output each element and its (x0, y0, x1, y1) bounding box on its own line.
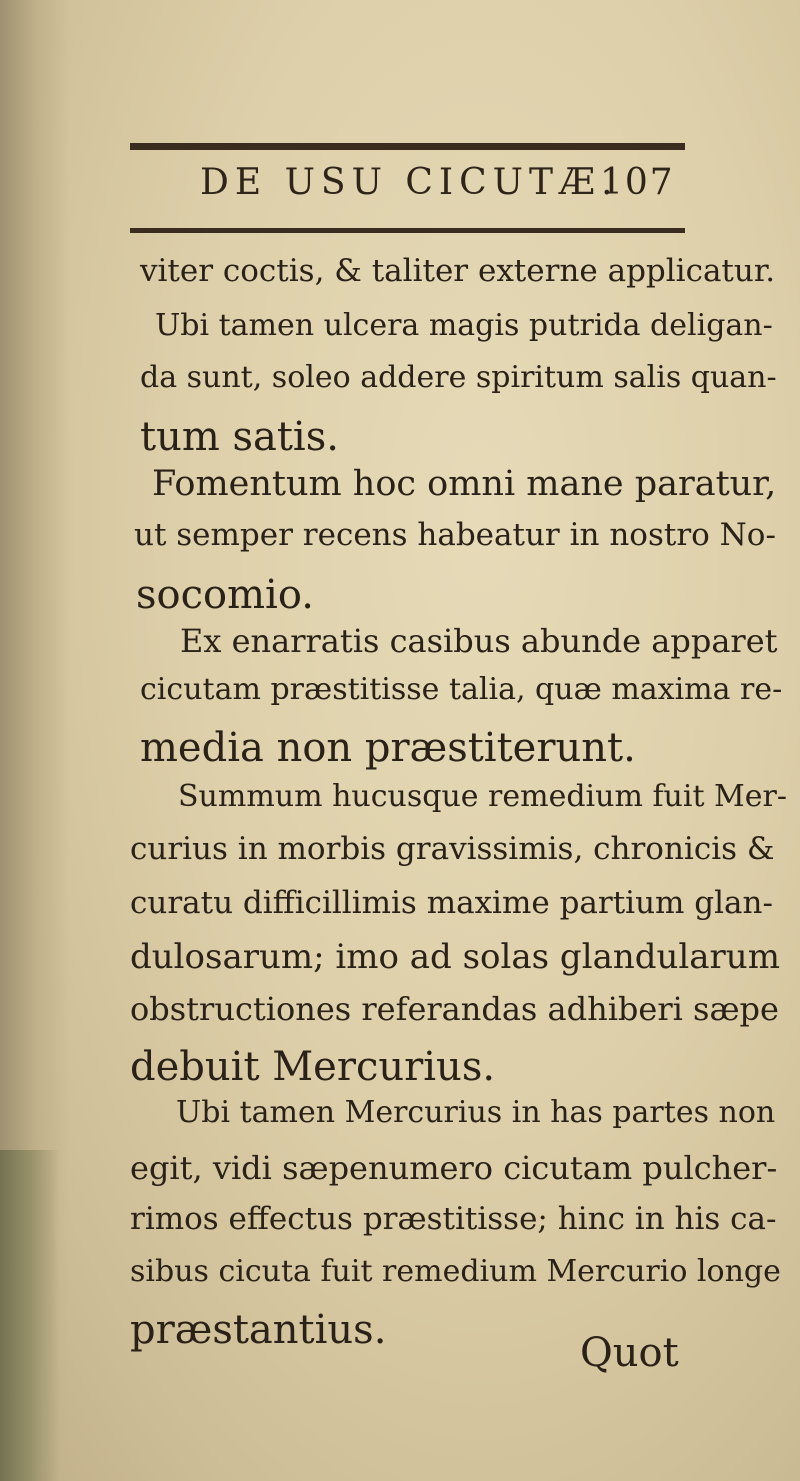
text-line: da sunt, soleo addere spiritum salis quan- (140, 360, 777, 395)
header-bottom-rule (130, 228, 685, 233)
page-number: 107 (600, 162, 675, 203)
text-line: media non præstiterunt. (140, 725, 636, 771)
text-line: cicutam præstitisse talia, quæ maxima re- (140, 672, 783, 707)
text-line: obstructiones referandas adhiberi sæpe (130, 990, 779, 1028)
running-title: DE USU CICUTÆ. (200, 162, 619, 203)
text-line: curius in morbis gravissimis, chronicis & (130, 831, 775, 867)
text-line: Ubi tamen Mercurius in has partes non (176, 1095, 776, 1130)
text-line: Summum hucusque remedium fuit Mer- (178, 779, 788, 814)
page-edge-stain (0, 1150, 60, 1481)
running-header (200, 162, 700, 222)
text-line: Fomentum hoc omni mane paratur, (152, 464, 777, 504)
catchword: Quot (580, 1330, 679, 1376)
text-line: Ex enarratis casibus abunde apparet (180, 622, 778, 660)
header-top-rule (130, 143, 685, 150)
text-line: rimos effectus præstitisse; hinc in his ca- (130, 1201, 777, 1237)
text-line: dulosarum; imo ad solas glandularum (130, 937, 780, 977)
text-line: debuit Mercurius. (130, 1044, 496, 1090)
text-line: ut semper recens habeatur in nostro No- (134, 517, 776, 553)
text-line: egit, vidi sæpenumero cicutam pulcher- (130, 1149, 778, 1187)
text-line: tum satis. (140, 414, 339, 460)
text-line: curatu difficillimis maxime partium glan- (130, 885, 773, 921)
text-line: sibus cicuta fuit remedium Mercurio longe (130, 1254, 781, 1289)
text-line: socomio. (136, 572, 314, 618)
text-line: viter coctis, & taliter externe applicatur. (140, 253, 776, 289)
text-line: Ubi tamen ulcera magis putrida deligan- (155, 308, 773, 343)
text-line: præstantius. (130, 1307, 387, 1353)
